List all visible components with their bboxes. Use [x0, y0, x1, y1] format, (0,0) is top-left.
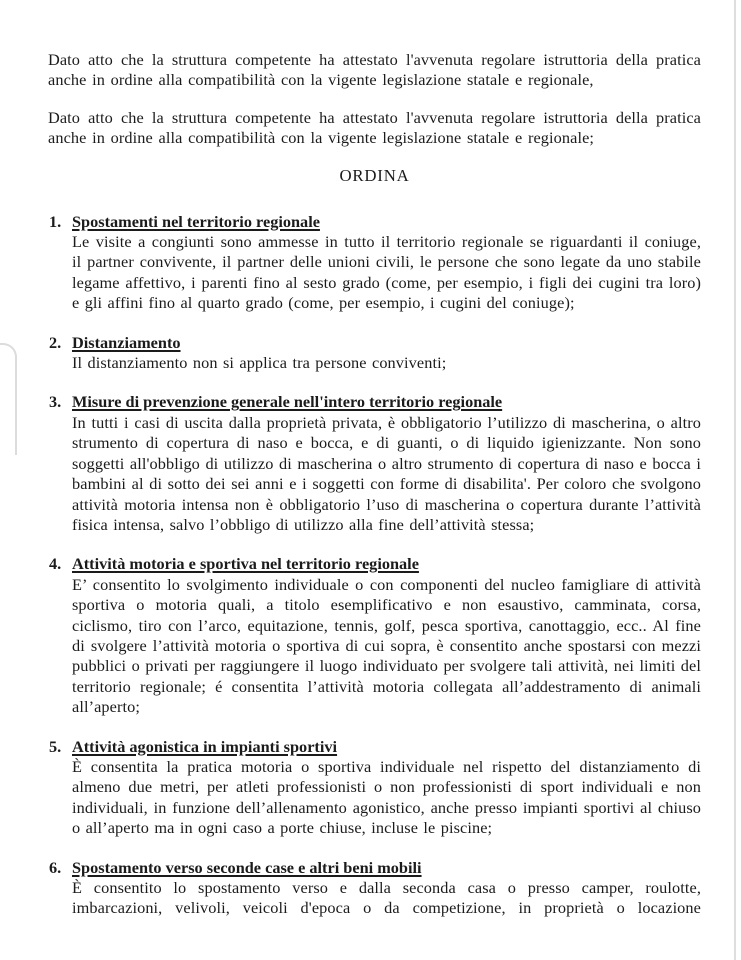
page-edge-line: [734, 0, 736, 960]
list-item-5: [48, 737, 701, 839]
item-title: Distanziamento: [72, 332, 181, 352]
item-content: [72, 737, 701, 839]
item-body: È consentita la pratica motoria o sportiva individuale nel rispetto del distanziamento di almeno due metri, per atleti professionisti o non professionisti di sport individuali e non individuali, in funzione dell’allenamento agonistico, anche presso impianti sportivi al chiuso o all’aperto ma in ogni caso a porte chiuse, incluse le piscine;: [72, 756, 701, 838]
ordinance-items-list: [48, 212, 701, 919]
item-number: 4.: [49, 554, 62, 574]
item-number: 5.: [49, 736, 62, 756]
item-body: In tutti i casi di uscita dalla proprietà privata, è obbligatorio l’utilizzo di mascherina, o altro strumento di copertura di naso e bocca, e di guanti, o di liquido igienizzante. Non sono soggetti all'obbligo di utilizzo di mascherina o altro strumento di copertura di naso e bocca i bambini al di sotto dei sei anni e i soggetti con forme di disabilita'. Per coloro che svolgono attività motoria intensa non è obbligatorio l’uso di mascherina o copertura durante l’attività fisica intensa, salvo l’obbligo di utilizzo alla fine dell’attività stessa;: [72, 412, 701, 534]
intro-paragraph-2: Dato atto che la struttura competente ha attestato l'avvenuta regolare istruttoria della pratica anche in ordine alla compatibilità con la vigente legislazione statale e regionale;: [48, 107, 701, 148]
item-title: Misure di prevenzione generale nell'intero territorio regionale: [72, 392, 503, 412]
intro-paragraph-1: Dato atto che la struttura competente ha attestato l'avvenuta regolare istruttoria della pratica anche in ordine alla compatibilità con la vigente legislazione statale e regionale,: [48, 50, 701, 90]
item-body: Le visite a congiunti sono ammesse in tutto il territorio regionale se riguardanti il coniuge, il partner convivente, il partner delle unioni civili, le persone che sono legate da uno stabile legame affettivo, i parenti fino al sesto grado (come, per esempio, i figli dei cugini tra loro) e gli affini fino al quarto grado (come, per esempio, i cugini del coniuge);: [72, 232, 701, 313]
list-item-1: [48, 212, 701, 314]
list-item-6: [48, 858, 701, 919]
item-body: Il distanziamento non si applica tra persone conviventi;: [72, 353, 447, 373]
item-content: [72, 333, 701, 374]
item-body: È consentito lo spostamento verso e dalla seconda casa o presso camper, roulotte, imbarcazioni, velivoli, veicoli d'epoca o da competizione, in proprietà o locazione: [72, 878, 701, 918]
item-title: Spostamento verso seconde case e altri beni mobili: [72, 857, 422, 877]
ordina-heading: ORDINA: [339, 165, 410, 185]
item-title: Spostamenti nel territorio regionale: [72, 211, 320, 231]
item-content: [72, 392, 701, 535]
item-content: [72, 212, 701, 314]
list-item-2: [48, 333, 701, 374]
item-title: Attività motoria e sportiva nel territorio regionale: [72, 554, 419, 574]
item-title: Attività agonistica in impianti sportivi: [72, 736, 338, 756]
item-number: 6.: [49, 857, 62, 877]
item-body: E’ consentito lo svolgimento individuale o con componenti del nucleo famigliare di attività sportiva o motoria quali, a titolo esemplificativo e non esaustivo, camminata, corsa, ciclismo, tiro con l’arco, equitazione, tennis, golf, pesca sportiva, canottaggio, ecc.. Al fine di svolgere l’attività motoria o sportiva di cui sopra, è consentito anche spostarsi con mezzi pubblici o privati per raggiungere il luogo individuato per svolgere tali attività, nei limiti del territorio regionale; é consentita l’attività motoria collegata all’addestramento di animali all’aperto;: [72, 574, 701, 717]
item-number: 3.: [49, 392, 62, 412]
list-item-3: [48, 392, 701, 535]
page-curl-mark: [0, 343, 17, 455]
item-number: 1.: [49, 211, 62, 231]
item-number: 2.: [49, 332, 62, 352]
list-item-4: [48, 554, 701, 717]
item-content: [72, 554, 701, 717]
item-content: [72, 858, 701, 919]
